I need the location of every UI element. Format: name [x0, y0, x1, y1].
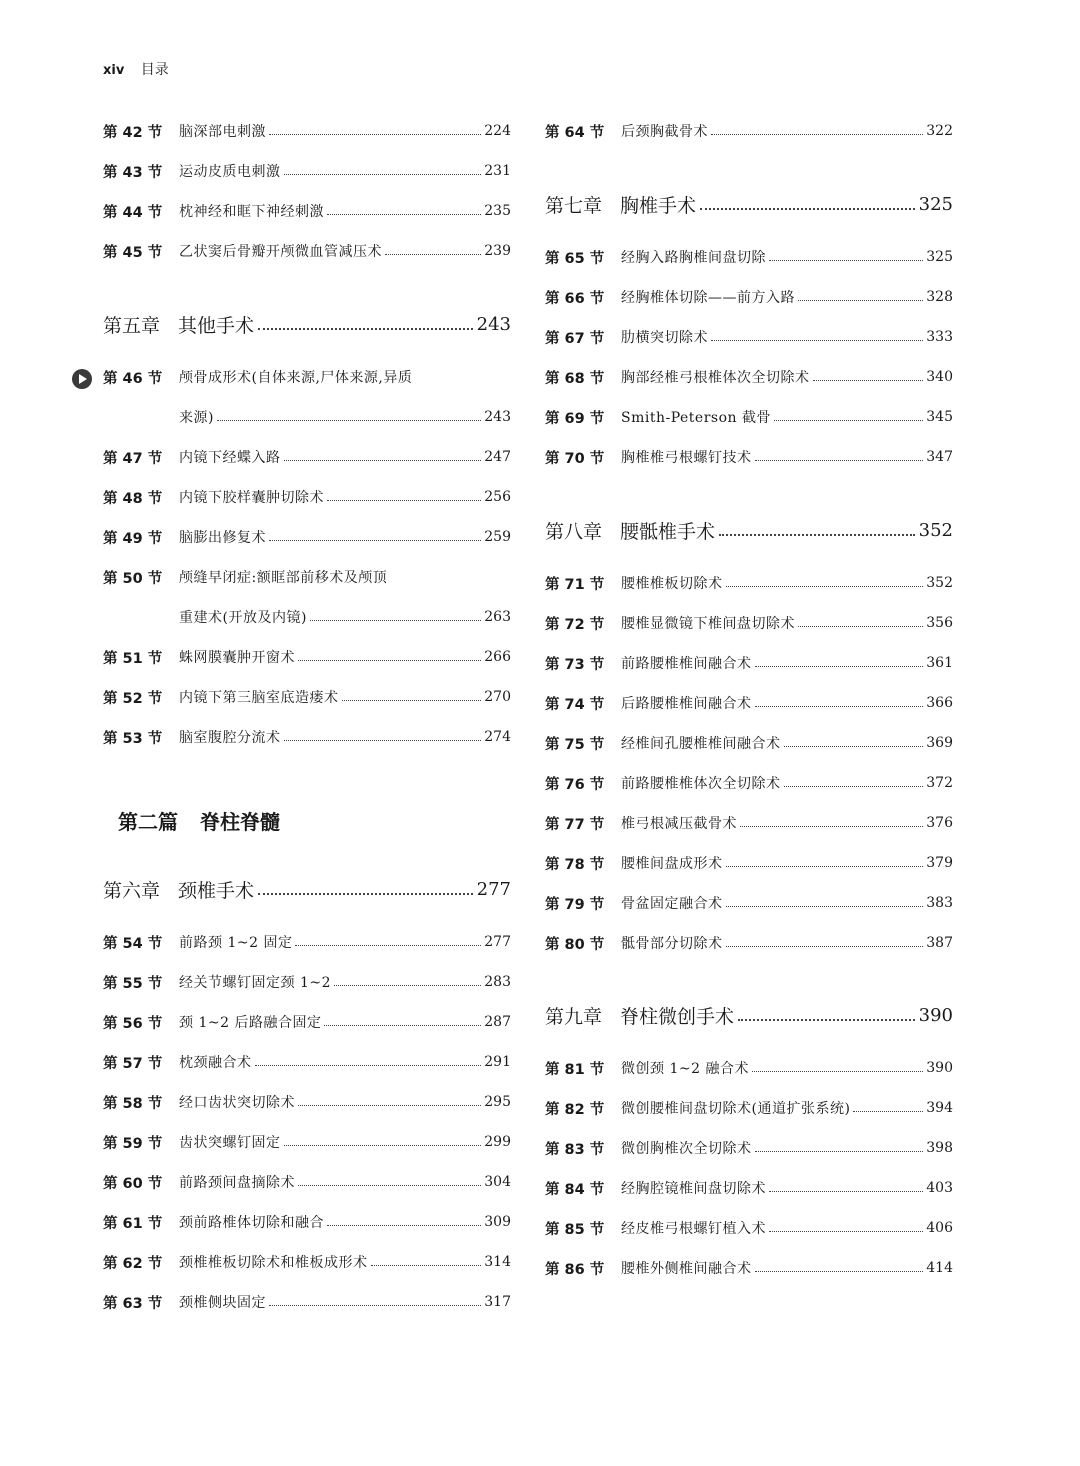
page-ref: 352 [926, 575, 953, 591]
section-title: 内镜下胶样囊肿切除术 [179, 490, 324, 506]
leader-dots [255, 1065, 482, 1066]
toc-chapter[interactable] [103, 874, 511, 904]
page-ref: 340 [926, 369, 953, 385]
section-title: 前路腰椎椎体次全切除术 [621, 776, 781, 792]
section-title: 颈前路椎体切除和融合 [179, 1215, 324, 1231]
section-title: 脑深部电刺激 [179, 124, 266, 140]
page-ref: 328 [926, 289, 953, 305]
page-ref: 347 [926, 449, 953, 465]
page-ref: 270 [484, 689, 511, 705]
page-ref: 283 [484, 974, 511, 990]
section-title: 微创颈 1~2 融合术 [621, 1061, 749, 1077]
section-number: 第 42 节 [103, 124, 163, 141]
section-number: 第 44 节 [103, 204, 163, 221]
section-title: 腰椎间盘成形术 [621, 856, 723, 872]
section-title: 经胸腔镜椎间盘切除术 [621, 1181, 766, 1197]
toc-entry[interactable] [103, 565, 511, 589]
chapter-title: 腰骶椎手术 [620, 520, 716, 543]
page-ref: 256 [484, 489, 511, 505]
page-ref: 304 [484, 1174, 511, 1190]
page-ref: 309 [484, 1214, 511, 1230]
page-number: xiv [103, 63, 125, 78]
toc-entry-continued[interactable] [103, 405, 511, 429]
section-title: 肋横突切除术 [621, 330, 708, 346]
page-ref: 277 [476, 878, 511, 900]
page-ref: 274 [484, 729, 511, 745]
page-ref: 366 [926, 695, 953, 711]
section-number: 第 45 节 [103, 244, 163, 261]
section-number: 第 81 节 [545, 1061, 605, 1078]
toc-entry[interactable] [103, 930, 511, 954]
toc-entry[interactable] [103, 685, 511, 709]
leader-dots [798, 626, 923, 627]
toc-entry[interactable] [103, 199, 511, 223]
leader-dots [327, 1225, 481, 1226]
section-title: 颅缝早闭症:额眶部前移术及颅顶 [179, 570, 388, 586]
leader-dots [769, 1231, 923, 1232]
leader-dots [726, 946, 924, 947]
page-ref: 291 [484, 1054, 511, 1070]
section-number: 第 43 节 [103, 164, 163, 181]
leader-dots [784, 746, 924, 747]
leader-dots [298, 660, 481, 661]
page-ref: 277 [484, 934, 511, 950]
section-number: 第 86 节 [545, 1261, 605, 1278]
section-number: 第 78 节 [545, 856, 605, 873]
leader-dots [284, 1145, 482, 1146]
toc-entry-continued[interactable] [103, 605, 511, 629]
leader-dots [284, 740, 482, 741]
page-ref: 224 [484, 123, 511, 139]
page-ref: 317 [484, 1294, 511, 1310]
page-ref: 398 [926, 1140, 953, 1156]
leader-dots [769, 1191, 923, 1192]
leader-dots [327, 214, 481, 215]
section-number: 第 68 节 [545, 370, 605, 387]
toc-entry[interactable] [545, 851, 953, 875]
section-number: 第 82 节 [545, 1101, 605, 1118]
toc-entry[interactable] [545, 571, 953, 595]
chapter-title: 胸椎手术 [620, 194, 697, 217]
toc-entry[interactable] [545, 405, 953, 429]
toc-entry[interactable] [545, 1176, 953, 1200]
toc-entry[interactable] [103, 725, 511, 749]
page-ref: 231 [484, 163, 511, 179]
toc-entry[interactable] [103, 645, 511, 669]
toc-entry[interactable] [103, 1250, 511, 1274]
section-title: 颅骨成形术(自体来源,尸体来源,异质 [179, 370, 413, 386]
page-ref: 369 [926, 735, 953, 751]
page-ref: 356 [926, 615, 953, 631]
toc-entry[interactable] [545, 1136, 953, 1160]
toc-entry[interactable] [103, 970, 511, 994]
section-number: 第 60 节 [103, 1175, 163, 1192]
leader-dots [217, 420, 481, 421]
section-number: 第 63 节 [103, 1295, 163, 1312]
section-number: 第 52 节 [103, 690, 163, 707]
play-icon[interactable] [72, 369, 92, 389]
page-ref: 243 [484, 409, 511, 425]
section-number: 第 71 节 [545, 576, 605, 593]
toc-entry[interactable] [545, 771, 953, 795]
leader-dots [385, 254, 481, 255]
section-title: 胸椎椎弓根螺钉技术 [621, 450, 752, 466]
section-title: 椎弓根减压截骨术 [621, 816, 737, 832]
section-number: 第 66 节 [545, 290, 605, 307]
toc-entry[interactable] [103, 159, 511, 183]
page-ref: 263 [484, 609, 511, 625]
chapter-title: 颈椎手术 [178, 879, 255, 902]
section-title: 骨盆固定融合术 [621, 896, 723, 912]
leader-dots [774, 420, 923, 421]
leader-dots [711, 134, 923, 135]
page-ref: 322 [926, 123, 953, 139]
page-ref: 345 [926, 409, 953, 425]
chapter-number: 第五章 [103, 314, 161, 337]
chapter-number: 第九章 [545, 1005, 603, 1028]
page-ref: 239 [484, 243, 511, 259]
section-title: 腰椎外侧椎间融合术 [621, 1261, 752, 1277]
section-number: 第 48 节 [103, 490, 163, 507]
toc-entry[interactable] [103, 525, 511, 549]
section-number: 第 73 节 [545, 656, 605, 673]
leader-dots [324, 1025, 481, 1026]
section-title: 经关节螺钉固定颈 1~2 [179, 975, 331, 991]
section-title: 经胸入路胸椎间盘切除 [621, 250, 766, 266]
section-number: 第 76 节 [545, 776, 605, 793]
section-number: 第 57 节 [103, 1055, 163, 1072]
section-title: 后路腰椎椎间融合术 [621, 696, 752, 712]
page-ref: 325 [926, 249, 953, 265]
section-title: 脑膨出修复术 [179, 530, 266, 546]
page-ref: 314 [484, 1254, 511, 1270]
toc-entry[interactable] [545, 245, 953, 269]
page-ref: 376 [926, 815, 953, 831]
leader-dots [755, 1271, 924, 1272]
section-number: 第 46 节 [103, 370, 163, 387]
toc-entry[interactable] [545, 1096, 953, 1120]
toc-chapter[interactable] [103, 309, 511, 339]
page-ref: 235 [484, 203, 511, 219]
section-title: 胸部经椎弓根椎体次全切除术 [621, 370, 810, 386]
toc-entry[interactable] [545, 285, 953, 309]
section-number: 第 67 节 [545, 330, 605, 347]
toc-entry[interactable] [103, 119, 511, 143]
toc-entry[interactable] [103, 1210, 511, 1234]
section-number: 第 58 节 [103, 1095, 163, 1112]
section-number: 第 51 节 [103, 650, 163, 667]
section-title: 经口齿状突切除术 [179, 1095, 295, 1111]
toc-entry[interactable] [545, 1056, 953, 1080]
leader-dots [295, 945, 481, 946]
chapter-number: 第六章 [103, 879, 161, 902]
toc-entry[interactable] [103, 365, 511, 389]
section-title: 后颈胸截骨术 [621, 124, 708, 140]
leader-dots [740, 826, 923, 827]
leader-dots [755, 1151, 924, 1152]
leader-dots [334, 985, 481, 986]
section-number: 第 84 节 [545, 1181, 605, 1198]
page-ref: 414 [926, 1260, 953, 1276]
leader-dots [700, 208, 915, 210]
toc-entry[interactable] [545, 691, 953, 715]
section-title: 来源) [179, 410, 214, 426]
page-ref: 247 [484, 449, 511, 465]
page-ref: 352 [918, 519, 953, 541]
toc-entry[interactable] [103, 1130, 511, 1154]
toc-entry[interactable] [103, 1050, 511, 1074]
section-number: 第 49 节 [103, 530, 163, 547]
leader-dots [726, 906, 924, 907]
page-ref: 299 [484, 1134, 511, 1150]
page-ref: 379 [926, 855, 953, 871]
leader-dots [738, 1019, 915, 1021]
toc-entry[interactable] [545, 1256, 953, 1280]
section-title: 腰椎显微镜下椎间盘切除术 [621, 616, 795, 632]
leader-dots [853, 1111, 923, 1112]
leader-dots [269, 540, 481, 541]
toc-entry[interactable] [103, 445, 511, 469]
leader-dots [755, 460, 924, 461]
section-title: 运动皮质电刺激 [179, 164, 281, 180]
page-header [103, 59, 169, 79]
page-ref: 387 [926, 935, 953, 951]
toc-entry[interactable] [103, 1010, 511, 1034]
leader-dots [813, 380, 924, 381]
page-ref: 266 [484, 649, 511, 665]
page-ref: 390 [918, 1004, 953, 1026]
toc-entry[interactable] [545, 365, 953, 389]
section-title: 颈椎椎板切除术和椎板成形术 [179, 1255, 368, 1271]
section-title: 齿状突螺钉固定 [179, 1135, 281, 1151]
toc-chapter[interactable] [545, 515, 953, 545]
toc-entry[interactable] [103, 1090, 511, 1114]
section-title: 前路颈 1~2 固定 [179, 935, 293, 951]
section-title: 骶骨部分切除术 [621, 936, 723, 952]
leader-dots [284, 174, 482, 175]
section-title: 前路颈间盘摘除术 [179, 1175, 295, 1191]
section-number: 第 50 节 [103, 570, 163, 587]
section-number: 第 53 节 [103, 730, 163, 747]
section-number: 第 59 节 [103, 1135, 163, 1152]
section-title: 前路腰椎椎间融合术 [621, 656, 752, 672]
leader-dots [711, 340, 923, 341]
section-number: 第 80 节 [545, 936, 605, 953]
toc-entry[interactable] [545, 651, 953, 675]
section-number: 第 54 节 [103, 935, 163, 952]
page-ref: 333 [926, 329, 953, 345]
page-ref: 406 [926, 1220, 953, 1236]
section-number: 第 72 节 [545, 616, 605, 633]
section-number: 第 69 节 [545, 410, 605, 427]
toc-entry[interactable] [545, 445, 953, 469]
leader-dots [371, 1265, 482, 1266]
part-number: 第二篇 [118, 810, 178, 834]
toc-entry[interactable] [103, 1290, 511, 1314]
page-ref: 325 [918, 193, 953, 215]
toc-entry[interactable] [545, 731, 953, 755]
header-title: 目录 [140, 62, 169, 78]
toc-entry[interactable] [103, 1170, 511, 1194]
chapter-title: 脊柱微创手术 [620, 1005, 735, 1028]
leader-dots [755, 706, 924, 707]
page-ref: 243 [476, 313, 511, 335]
page-ref: 394 [926, 1100, 953, 1116]
section-title: 腰椎椎板切除术 [621, 576, 723, 592]
leader-dots [726, 586, 924, 587]
toc-entry[interactable] [545, 119, 953, 143]
toc-entry[interactable] [103, 485, 511, 509]
leader-dots [298, 1185, 481, 1186]
leader-dots [258, 893, 473, 895]
section-number: 第 65 节 [545, 250, 605, 267]
leader-dots [298, 1105, 481, 1106]
section-number: 第 75 节 [545, 736, 605, 753]
section-title: 重建术(开放及内镜) [179, 610, 307, 626]
leader-dots [755, 666, 924, 667]
part-heading [118, 806, 280, 835]
toc-entry[interactable] [545, 811, 953, 835]
section-number: 第 85 节 [545, 1221, 605, 1238]
page-ref: 383 [926, 895, 953, 911]
section-number: 第 64 节 [545, 124, 605, 141]
section-number: 第 62 节 [103, 1255, 163, 1272]
leader-dots [342, 700, 482, 701]
section-number: 第 70 节 [545, 450, 605, 467]
leader-dots [284, 460, 482, 461]
leader-dots [269, 1305, 481, 1306]
section-title: 微创胸椎次全切除术 [621, 1141, 752, 1157]
section-number: 第 47 节 [103, 450, 163, 467]
leader-dots [327, 500, 481, 501]
leader-dots [258, 328, 473, 330]
chapter-number: 第八章 [545, 520, 603, 543]
section-title: 经皮椎弓根螺钉植入术 [621, 1221, 766, 1237]
section-number: 第 74 节 [545, 696, 605, 713]
toc-entry[interactable] [545, 1216, 953, 1240]
toc-entry[interactable] [545, 611, 953, 635]
section-title: 颈椎侧块固定 [179, 1295, 266, 1311]
section-title: 脑室腹腔分流术 [179, 730, 281, 746]
toc-entry[interactable] [545, 891, 953, 915]
section-title: 蛛网膜囊肿开窗术 [179, 650, 295, 666]
page-ref: 259 [484, 529, 511, 545]
section-title: 枕神经和眶下神经刺激 [179, 204, 324, 220]
leader-dots [310, 620, 481, 621]
chapter-number: 第七章 [545, 194, 603, 217]
leader-dots [719, 534, 915, 536]
section-title: 经椎间孔腰椎椎间融合术 [621, 736, 781, 752]
section-title: Smith-Peterson 截骨 [621, 410, 771, 426]
page-ref: 403 [926, 1180, 953, 1196]
section-number: 第 77 节 [545, 816, 605, 833]
leader-dots [269, 134, 481, 135]
leader-dots [784, 786, 924, 787]
section-title: 内镜下经蝶入路 [179, 450, 281, 466]
part-title: 脊柱脊髓 [200, 810, 280, 834]
page-ref: 372 [926, 775, 953, 791]
toc-chapter[interactable] [545, 1000, 953, 1030]
section-title: 颈 1~2 后路融合固定 [179, 1015, 322, 1031]
page-ref: 361 [926, 655, 953, 671]
toc-entry[interactable] [103, 239, 511, 263]
section-number: 第 79 节 [545, 896, 605, 913]
leader-dots [752, 1071, 923, 1072]
section-number: 第 56 节 [103, 1015, 163, 1032]
page-ref: 295 [484, 1094, 511, 1110]
section-title: 经胸椎体切除——前方入路 [621, 290, 795, 306]
section-title: 内镜下第三脑室底造瘘术 [179, 690, 339, 706]
section-number: 第 83 节 [545, 1141, 605, 1158]
section-title: 枕颈融合术 [179, 1055, 252, 1071]
page-ref: 390 [926, 1060, 953, 1076]
page-ref: 287 [484, 1014, 511, 1030]
toc-entry[interactable] [545, 325, 953, 349]
section-number: 第 55 节 [103, 975, 163, 992]
section-number: 第 61 节 [103, 1215, 163, 1232]
leader-dots [798, 300, 923, 301]
chapter-title: 其他手术 [178, 314, 255, 337]
leader-dots [726, 866, 924, 867]
section-title: 乙状窦后骨瓣开颅微血管减压术 [179, 244, 382, 260]
toc-chapter[interactable] [545, 189, 953, 219]
toc-entry[interactable] [545, 931, 953, 955]
section-title: 微创腰椎间盘切除术(通道扩张系统) [621, 1101, 851, 1117]
leader-dots [769, 260, 923, 261]
